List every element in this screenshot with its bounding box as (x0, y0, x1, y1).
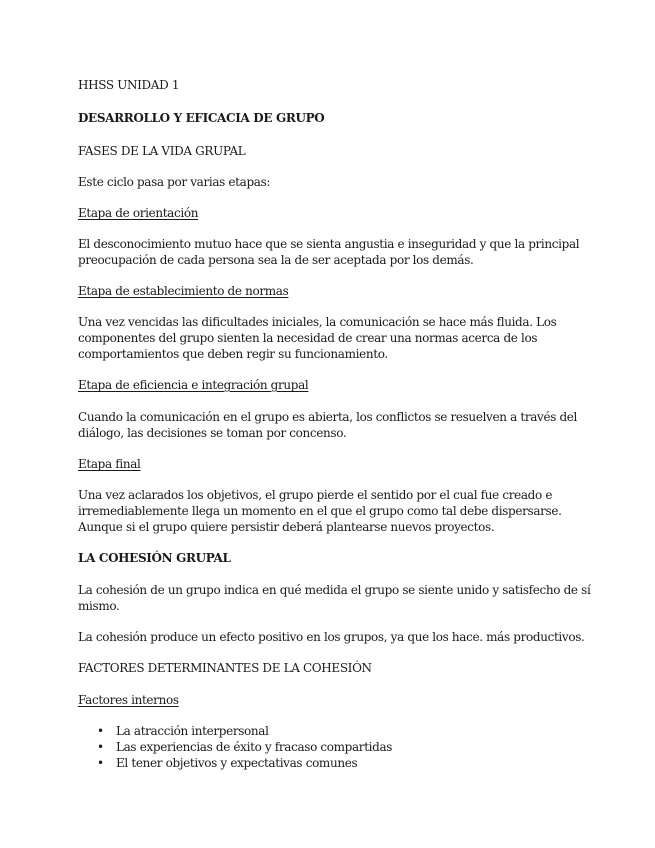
list-item-text: La atracción interpersonal (116, 724, 269, 738)
stage-heading-normas (78, 283, 598, 299)
document-title: DESARROLLO Y EFICACIA DE GRUPO (78, 111, 325, 125)
stage-paragraph-orientacion (78, 236, 598, 268)
paragraph-line: La cohesión de un grupo indica en qué medida el grupo se siente unido y satisfecho de sí (78, 583, 591, 597)
paragraph-line: El desconocimiento mutuo hace que se sienta angustia e inseguridad y que la principal (78, 237, 580, 251)
stage-heading-final (78, 456, 598, 472)
stage-paragraph-final (78, 487, 598, 535)
intro-paragraph: Este ciclo pasa por varias etapas: (78, 175, 271, 189)
paragraph-line: mismo. (78, 599, 120, 613)
document-header: HHSS UNIDAD 1 (78, 78, 180, 92)
stage-paragraph-normas (78, 314, 598, 362)
section-heading-factores: FACTORES DETERMINANTES DE LA COHESIÓN (78, 661, 372, 675)
stage-heading-text: Etapa final (78, 457, 141, 471)
section-heading-cohesion: LA COHESIÓN GRUPAL (78, 551, 231, 565)
paragraph-line: Aunque si el grupo quiere persistir deberá plantearse nuevos proyectos. (78, 520, 495, 534)
paragraph-line: Una vez vencidas las dificultades iniciales, la comunicación se hace más fluida. Los (78, 315, 557, 329)
paragraph-line: Una vez aclarados los objetivos, el grupo pierde el sentido por el cual fue creado e (78, 488, 553, 502)
paragraph-line: irremediablemente llega un momento en el que el grupo como tal debe dispersarse. (78, 504, 562, 518)
list-item-text: Las experiencias de éxito y fracaso compartidas (116, 740, 393, 754)
section-heading-fases: FASES DE LA VIDA GRUPAL (78, 144, 246, 158)
stage-paragraph-eficiencia (78, 409, 598, 441)
bullet-icon: • (97, 724, 104, 738)
paragraph-line: Cuando la comunicación en el grupo es abierta, los conflictos se resuelven a través del (78, 410, 578, 424)
list-item-text: El tener objetivos y expectativas comunes (116, 756, 358, 770)
stage-heading-eficiencia (78, 377, 598, 393)
paragraph-line: preocupación de cada persona sea la de ser aceptada por los demás. (78, 253, 474, 267)
paragraph-line: comportamientos que deben regir su funcionamiento. (78, 347, 388, 361)
bullet-icon: • (97, 740, 104, 754)
stage-heading-text: Etapa de eficiencia e integración grupal (78, 378, 309, 392)
stage-heading-text: Etapa de establecimiento de normas (78, 284, 289, 298)
subheading-factores-internos (78, 692, 598, 708)
cohesion-paragraph-1 (78, 582, 598, 614)
bullet-icon: • (97, 756, 104, 770)
stage-heading-orientacion (78, 205, 598, 221)
paragraph-line: componentes del grupo sienten la necesidad de crear una normas acerca de los (78, 331, 538, 345)
stage-heading-text: Etapa de orientación (78, 206, 199, 220)
subheading-text: Factores internos (78, 693, 179, 707)
cohesion-paragraph-2: La cohesión produce un efecto positivo en los grupos, ya que los hace. más productivos. (78, 630, 585, 644)
paragraph-line: diálogo, las decisiones se toman por concenso. (78, 426, 347, 440)
